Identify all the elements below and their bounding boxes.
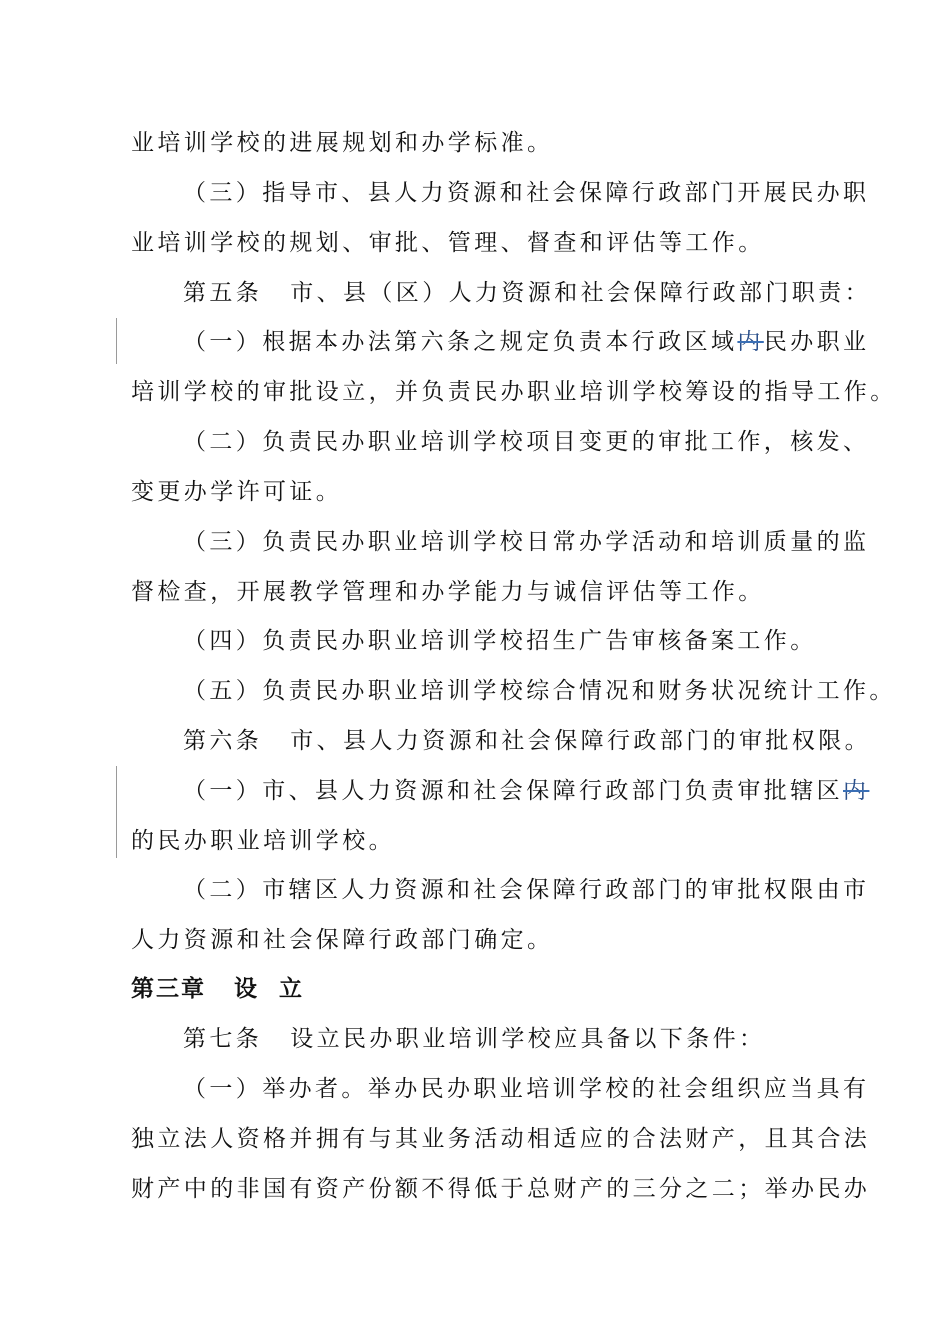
text-line: （一）根据本办法第六条之规定负责本行政区域内民办职业 (183, 329, 870, 355)
article-number: 第六条 (183, 728, 263, 754)
text-line: 的民办职业培训学校。 (131, 828, 395, 854)
text-line: 督检查，开展教学管理和办学能力与诚信评估等工作。 (131, 579, 765, 605)
text-line: （五）负责民办职业培训学校综合情况和财务状况统计工作。 (183, 678, 896, 704)
text-line: 财产中的非国有资产份额不得低于总财产的三分之二；举办民办 (131, 1176, 871, 1202)
article-5-heading (183, 278, 872, 308)
text-line: （二）负责民办职业培训学校项目变更的审批工作，核发、 (183, 429, 870, 455)
text-line: （四）负责民办职业培训学校招生广告审核备案工作。 (183, 628, 817, 654)
article-7-heading (183, 1024, 863, 1054)
chapter-heading (131, 974, 861, 1004)
text-line: （三）指导市、县人力资源和社会保障行政部门开展民办职 (183, 180, 870, 206)
text-line: 业培训学校的规划、审批、管理、督查和评估等工作。 (131, 230, 765, 256)
text-line: （一）举办者。举办民办职业培训学校的社会组织应当具有 (183, 1076, 870, 1102)
article-number: 第七条 (183, 1026, 263, 1052)
text-line: 业培训学校的进展规划和办学标准。 (131, 130, 554, 156)
chapter-number: 第三章 (131, 976, 206, 1002)
article-text: 市、县人力资源和社会保障行政部门的审批权限。 (290, 728, 872, 754)
article-text: 设立民办职业培训学校应具备以下条件： (290, 1026, 766, 1052)
article-text: 市、县（区）人力资源和社会保障行政部门职责： (290, 280, 872, 306)
text-line: 变更办学许可证。 (131, 479, 343, 505)
article-number: 第五条 (183, 280, 263, 306)
chapter-title: 设 立 (234, 976, 305, 1002)
revision-change-bar (116, 766, 117, 858)
article-6-heading (183, 726, 872, 756)
text-line: 独立法人资格并拥有与其业务活动相适应的合法财产，且其合法 (131, 1126, 871, 1152)
text-line: 培训学校的审批设立，并负责民办职业培训学校筹设的指导工作。 (131, 379, 897, 405)
text-line: 人力资源和社会保障行政部门确定。 (131, 927, 554, 953)
text-line: （二）市辖区人力资源和社会保障行政部门的审批权限由市 (183, 877, 870, 903)
revision-change-bar (116, 318, 117, 364)
text-line: （三）负责民办职业培训学校日常办学活动和培训质量的监 (183, 529, 870, 555)
text-line: （一）市、县人力资源和社会保障行政部门负责审批辖区内 (183, 778, 870, 804)
deleted-text-revision: 内 (843, 778, 870, 804)
deleted-text-revision: 内 (737, 329, 764, 355)
